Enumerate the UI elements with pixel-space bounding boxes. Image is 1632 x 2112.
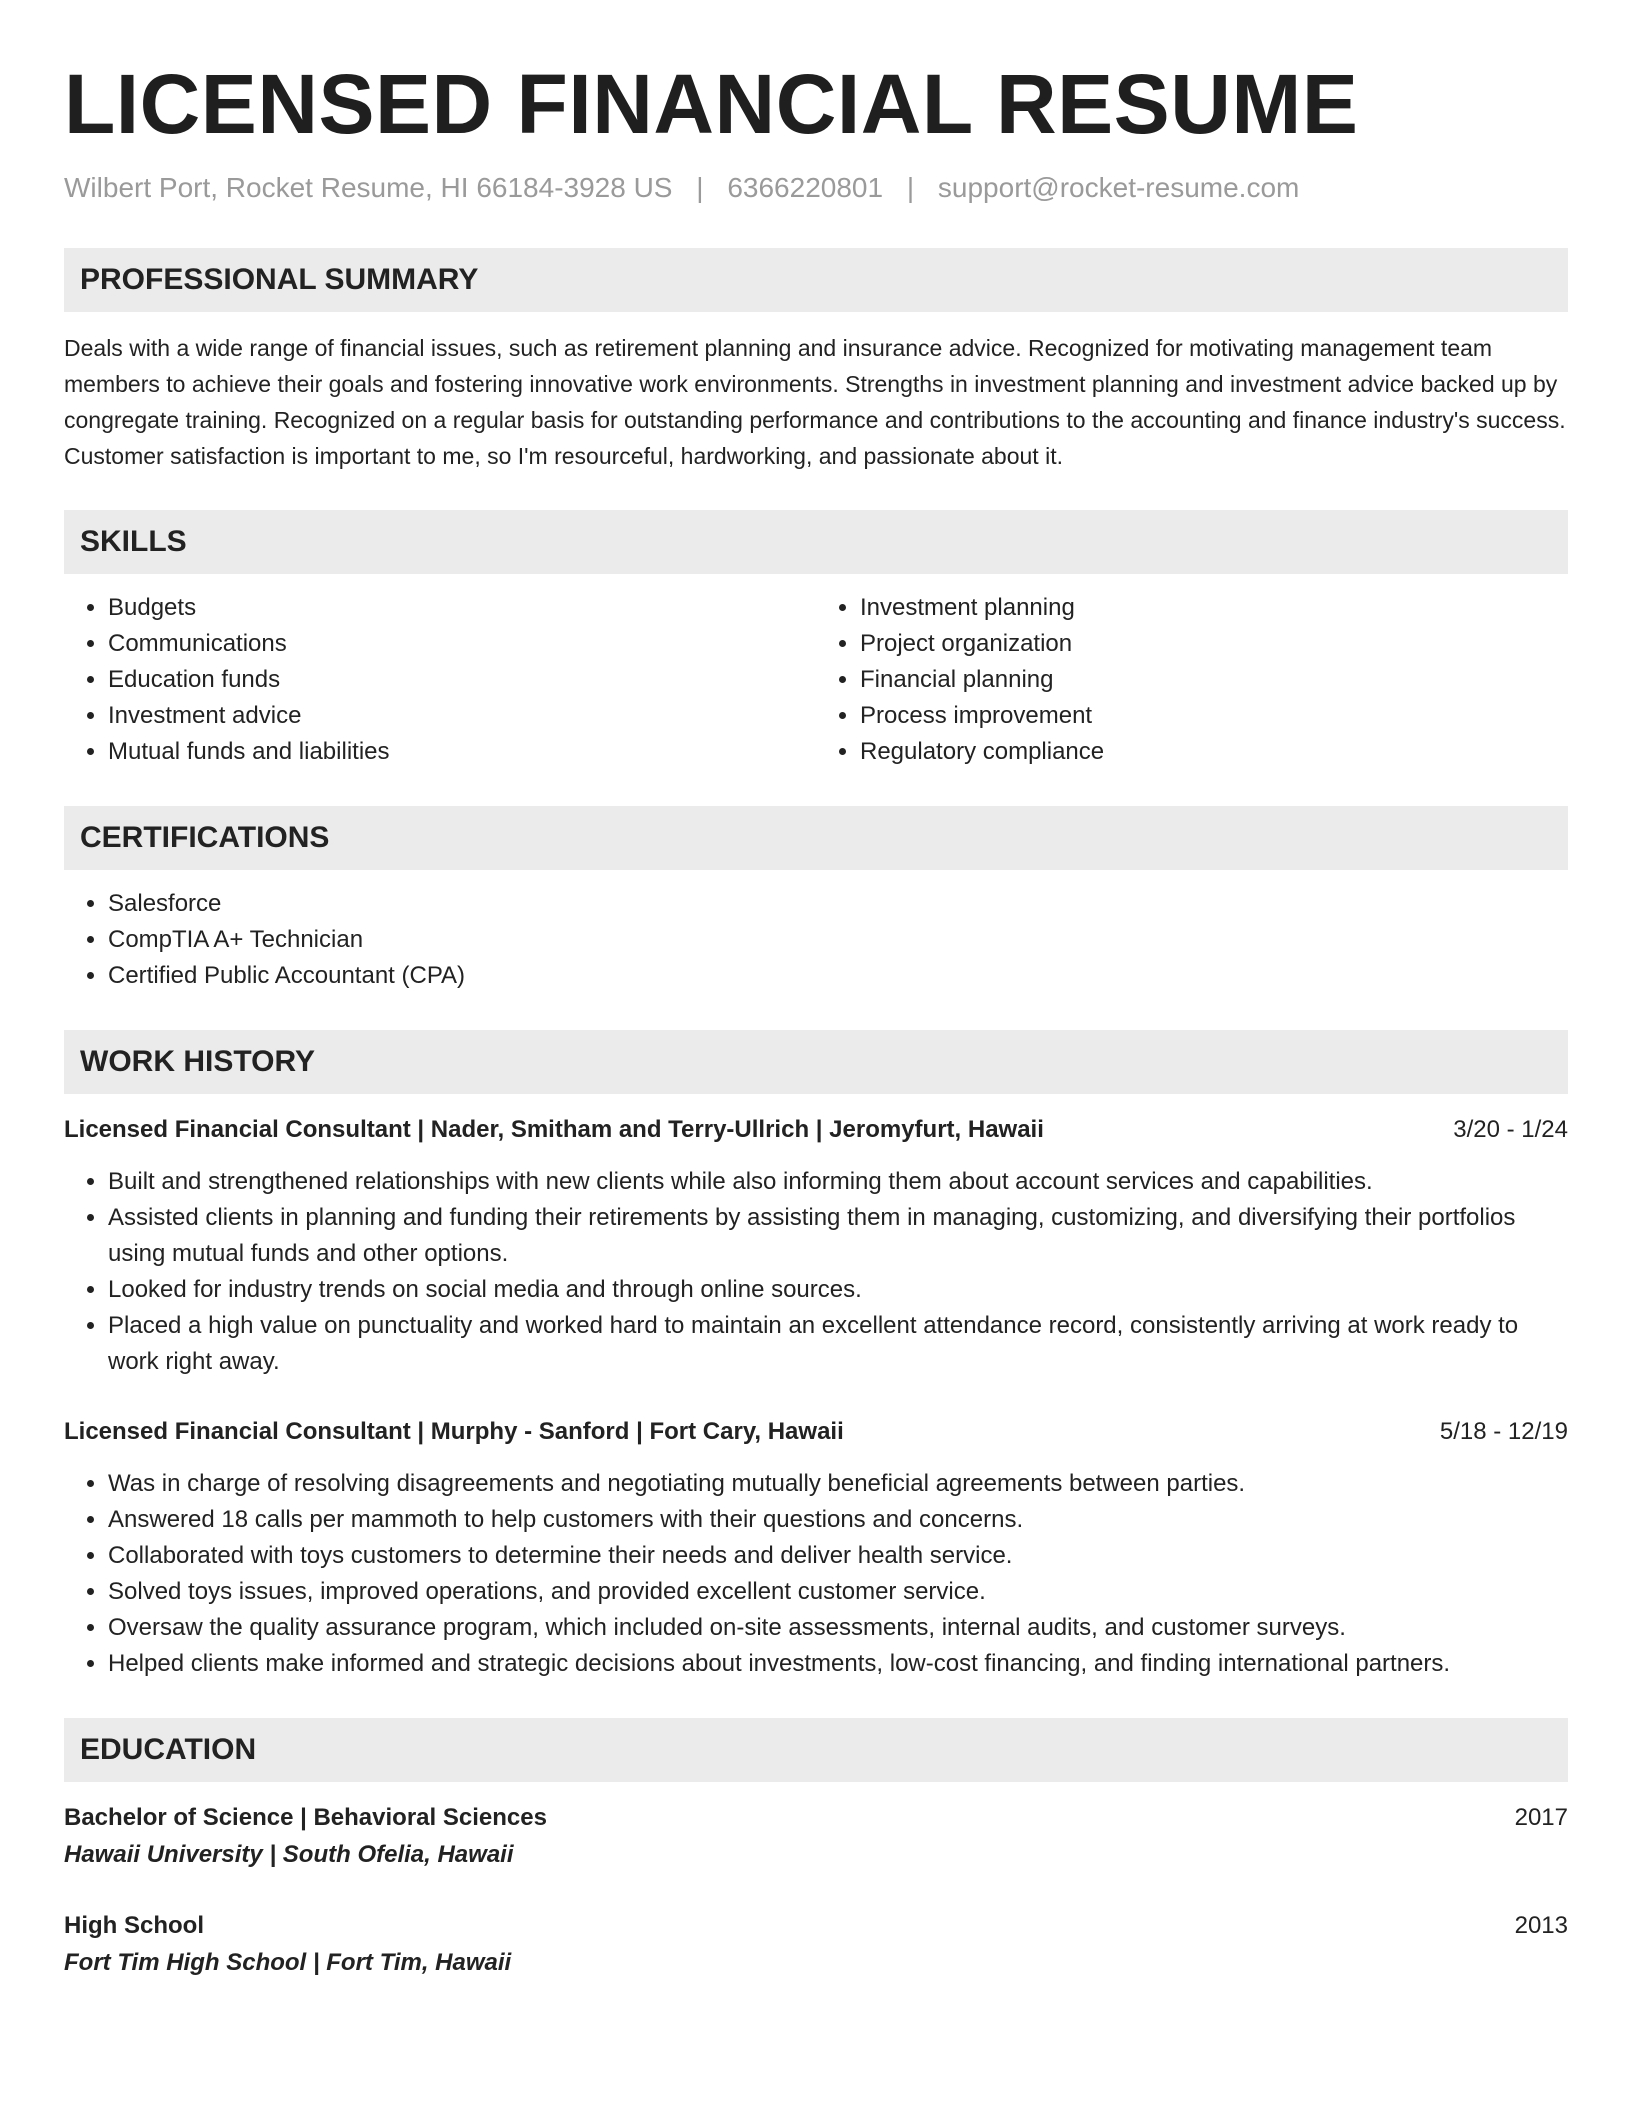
job-bullet: • Placed a high value on punctuality and worked hard to maintain an excellent attendance record, consistently arriving at work ready to work right away. bbox=[108, 1308, 1568, 1380]
contact-email: support@rocket-resume.com bbox=[937, 172, 1300, 203]
certification-item: • Salesforce bbox=[108, 886, 1568, 922]
skill-item: • Project organization bbox=[860, 626, 1568, 662]
job-bullet: • Answered 18 calls per mammoth to help customers with their questions and concerns. bbox=[108, 1502, 1568, 1538]
job-dates: 3/20 - 1/24 bbox=[1453, 1116, 1568, 1143]
job-bullet: • Built and strengthened relationships with new clients while also informing them about account services and capabilities. bbox=[108, 1164, 1568, 1200]
summary-heading: PROFESSIONAL SUMMARY bbox=[64, 248, 1568, 312]
contact-separator: | bbox=[696, 172, 704, 203]
education-header bbox=[64, 1800, 1568, 1836]
skills-column-right bbox=[816, 590, 1568, 770]
education-header bbox=[64, 1908, 1568, 1944]
job-bullets bbox=[64, 1164, 1568, 1380]
job-header bbox=[64, 1414, 1568, 1450]
skill-item: • Investment advice bbox=[108, 698, 816, 734]
job-bullet: • Assisted clients in planning and funding their retirements by assisting them in managing, customizing, and diversifying their portfolios using mutual funds and other options. bbox=[108, 1200, 1568, 1272]
education-degree: High School bbox=[64, 1912, 204, 1939]
skill-item: • Process improvement bbox=[860, 698, 1568, 734]
job-bullet: • Solved toys issues, improved operations, and provided excellent customer service. bbox=[108, 1574, 1568, 1610]
job-header bbox=[64, 1112, 1568, 1148]
job-title: Licensed Financial Consultant | Murphy - Sanford | Fort Cary, Hawaii bbox=[64, 1418, 844, 1445]
certifications-list bbox=[64, 886, 1568, 994]
skill-item: • Regulatory compliance bbox=[860, 734, 1568, 770]
summary-text: Deals with a wide range of financial issues, such as retirement planning and insurance advice. Recognized for motivating management team members to achieve their goals and fostering innovative work environments. Strengths in investment planning and investment advice backed up by congregate training. Recognized on a regular basis for outstanding performance and contributions to the accounting and finance industry's success. Customer satisfaction is important to me, so I'm resourceful, hardworking, and passionate about it. bbox=[64, 335, 1566, 469]
certification-item: • CompTIA A+ Technician bbox=[108, 922, 1568, 958]
skills-list bbox=[64, 590, 1568, 770]
education-entry bbox=[64, 1800, 1568, 1874]
contact-address: Wilbert Port, Rocket Resume, HI 66184-3928 US bbox=[64, 172, 673, 203]
education-year: 2013 bbox=[1514, 1912, 1568, 1939]
education-degree: Bachelor of Science | Behavioral Sciences bbox=[64, 1804, 547, 1831]
job-entry bbox=[64, 1414, 1568, 1682]
skill-item: • Education funds bbox=[108, 662, 816, 698]
education-heading: EDUCATION bbox=[64, 1718, 1568, 1782]
job-bullet: • Looked for industry trends on social media and through online sources. bbox=[108, 1272, 1568, 1308]
job-bullet: • Was in charge of resolving disagreements and negotiating mutually beneficial agreements between parties. bbox=[108, 1466, 1568, 1502]
education-year: 2017 bbox=[1514, 1804, 1568, 1831]
job-bullets bbox=[64, 1466, 1568, 1682]
job-bullet: • Collaborated with toys customers to determine their needs and deliver health service. bbox=[108, 1538, 1568, 1574]
contact-phone: 6366220801 bbox=[727, 172, 884, 203]
skill-item: • Communications bbox=[108, 626, 816, 662]
skill-item: • Investment planning bbox=[860, 590, 1568, 626]
skill-item: • Budgets bbox=[108, 590, 816, 626]
contact-line bbox=[64, 168, 1568, 208]
education-entry bbox=[64, 1908, 1568, 1982]
contact-separator: | bbox=[906, 172, 915, 203]
skills-column-left bbox=[64, 590, 816, 770]
resume-title: LICENSED FINANCIAL RESUME bbox=[64, 57, 1359, 151]
skills-heading: SKILLS bbox=[64, 510, 1568, 574]
skill-item: • Mutual funds and liabilities bbox=[108, 734, 816, 770]
job-dates: 5/18 - 12/19 bbox=[1439, 1418, 1568, 1445]
job-bullet: • Oversaw the quality assurance program, which included on-site assessments, internal audits, and customer surveys. bbox=[108, 1610, 1568, 1646]
job-title: Licensed Financial Consultant | Nader, Smitham and Terry-Ullrich | Jeromyfurt, Hawaii bbox=[64, 1116, 1044, 1143]
skill-item: • Financial planning bbox=[860, 662, 1568, 698]
certification-item: • Certified Public Accountant (CPA) bbox=[108, 958, 1568, 994]
job-bullet: • Helped clients make informed and strategic decisions about investments, low-cost financing, and finding international partners. bbox=[108, 1646, 1568, 1682]
work-history-heading: WORK HISTORY bbox=[64, 1030, 1568, 1094]
job-entry bbox=[64, 1112, 1568, 1380]
education-school: Hawaii University | South Ofelia, Hawaii bbox=[64, 1841, 514, 1868]
certifications-heading: CERTIFICATIONS bbox=[64, 806, 1568, 870]
education-school: Fort Tim High School | Fort Tim, Hawaii bbox=[64, 1949, 512, 1976]
